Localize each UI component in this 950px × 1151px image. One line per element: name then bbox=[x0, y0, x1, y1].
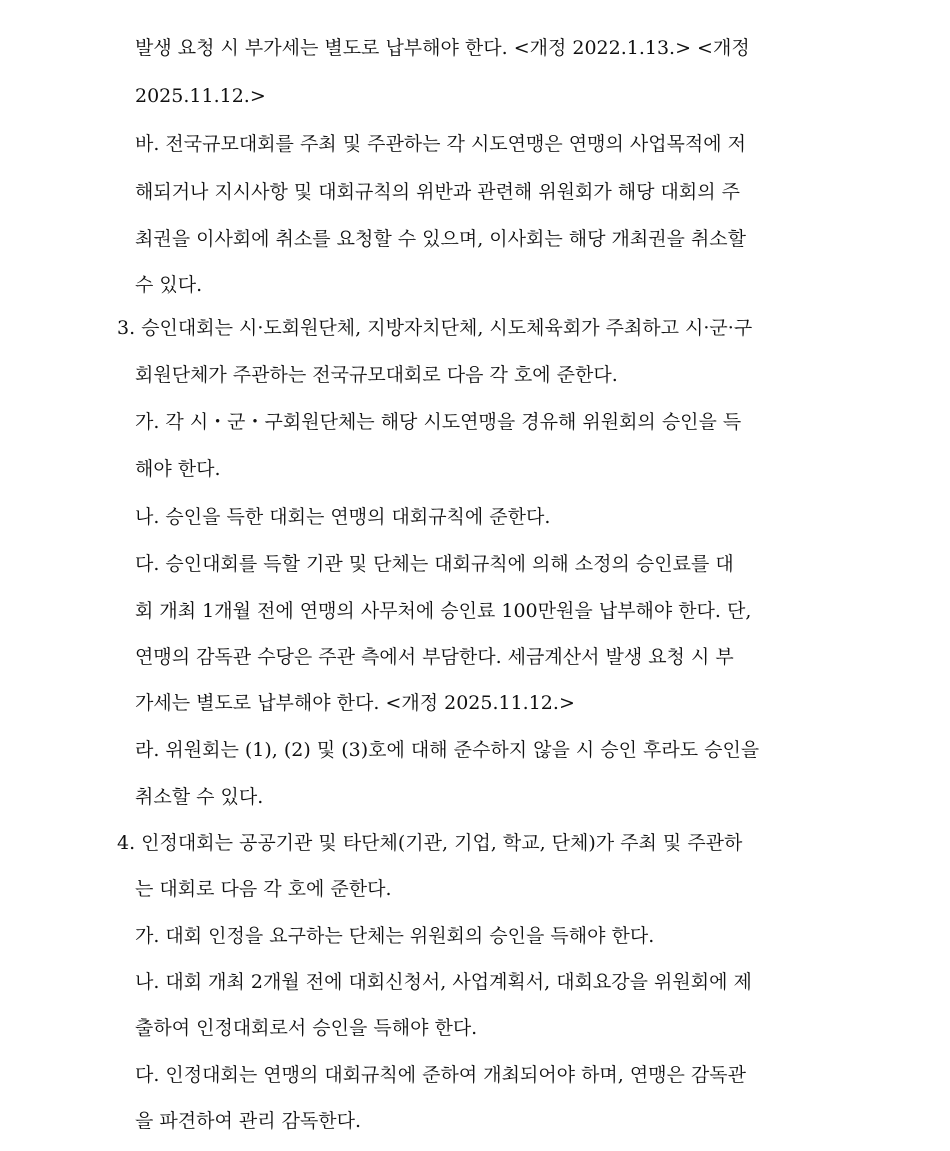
clause-na: 나. 승인을 득한 대회는 연맹의 대회규칙에 준한다. bbox=[135, 506, 551, 528]
text-line: 가세는 별도로 납부해야 한다. <개정 2025.11.12.> bbox=[135, 692, 575, 714]
text-line: 해야 한다. bbox=[135, 458, 221, 480]
text-line: 취소할 수 있다. bbox=[135, 786, 264, 808]
text-line: 최권을 이사회에 취소를 요청할 수 있으며, 이사회는 해당 개최권을 취소할 bbox=[135, 228, 747, 250]
text-line: 회원단체가 주관하는 전국규모대회로 다음 각 호에 준한다. bbox=[135, 364, 618, 386]
clause-da: 다. 승인대회를 득할 기관 및 단체는 대회규칙에 의해 소정의 승인료를 대 bbox=[135, 553, 734, 575]
text-line: 회 개최 1개월 전에 연맹의 사무처에 승인료 100만원을 납부해야 한다. 단, bbox=[135, 600, 752, 622]
clause-ba: 바. 전국규모대회를 주최 및 주관하는 각 시도연맹은 연맹의 사업목적에 저 bbox=[135, 133, 747, 155]
text-line: 연맹의 감독관 수당은 주관 측에서 부담한다. 세금계산서 발생 요청 시 부 bbox=[135, 646, 734, 668]
text-line: 는 대회로 다음 각 호에 준한다. bbox=[135, 878, 392, 900]
text-line: 수 있다. bbox=[135, 274, 203, 296]
clause-ga: 가. 각 시・군・구회원단체는 해당 시도연맹을 경유해 위원회의 승인을 득 bbox=[135, 411, 742, 433]
clause-ra: 라. 위원회는 (1), (2) 및 (3)호에 대해 준수하지 않을 시 승인 후라도 승인을 bbox=[135, 739, 760, 761]
text-line: 을 파견하여 관리 감독한다. bbox=[135, 1110, 362, 1132]
text-line: 2025.11.12.> bbox=[135, 85, 266, 107]
section-4: 4. 인정대회는 공공기관 및 타단체(기관, 기업, 학교, 단체)가 주최 및 주관하 bbox=[117, 832, 743, 854]
text-line: 해되거나 지시사항 및 대회규칙의 위반과 관련해 위원회가 해당 대회의 주 bbox=[135, 181, 740, 203]
text-line: 발생 요청 시 부가세는 별도로 납부해야 한다. <개정 2022.1.13.> <개정 bbox=[135, 37, 750, 59]
text-line: 출하여 인정대회로서 승인을 득해야 한다. bbox=[135, 1017, 478, 1039]
clause-ga-2: 가. 대회 인정을 요구하는 단체는 위원회의 승인을 득해야 한다. bbox=[135, 925, 655, 947]
section-3: 3. 승인대회는 시·도회원단체, 지방자치단체, 시도체육회가 주최하고 시·군·구 bbox=[117, 317, 753, 339]
clause-da-2: 다. 인정대회는 연맹의 대회규칙에 준하여 개최되어야 하며, 연맹은 감독관 bbox=[135, 1064, 747, 1086]
clause-na-2: 나. 대회 개최 2개월 전에 대회신청서, 사업계획서, 대회요강을 위원회에 제 bbox=[135, 971, 752, 993]
